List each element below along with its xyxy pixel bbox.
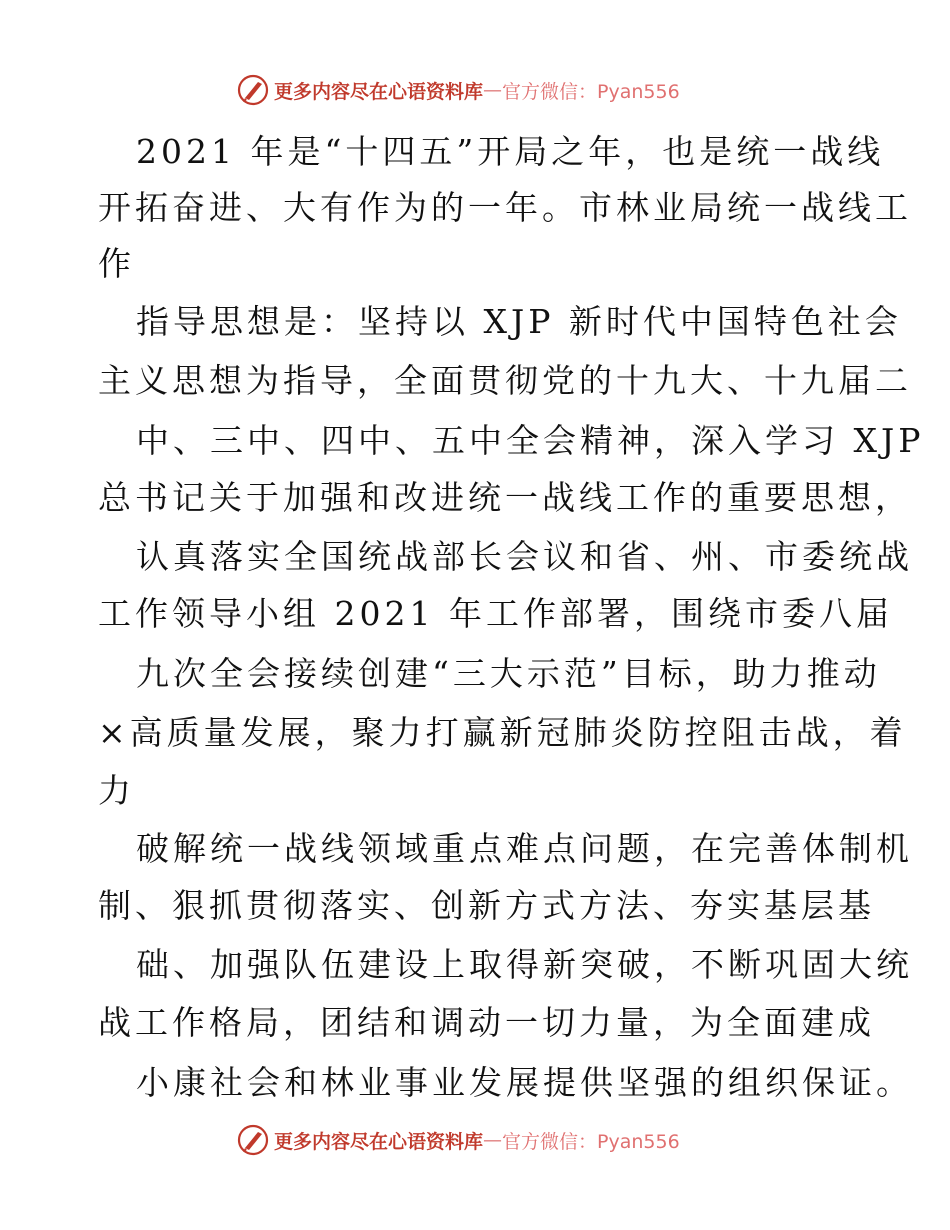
body-line: 制、狠抓贯彻落实、创新方式方法、夯实基层基 bbox=[98, 886, 875, 925]
body-line: 小康社会和林业事业发展提供坚强的组织保证。 bbox=[136, 1063, 913, 1102]
header-banner-text: 更多内容尽在心语资料库 bbox=[274, 80, 484, 103]
body-line: 中、三中、四中、五中全会精神，深入学习 XJP bbox=[136, 421, 925, 460]
body-line: 2021 年是“十四五”开局之年，也是统一战线 bbox=[136, 132, 885, 171]
body-line: 开拓奋进、大有作为的一年。市林业局统一战线工 bbox=[98, 188, 912, 227]
quill-logo-icon bbox=[236, 1123, 270, 1157]
footer-banner-text: 更多内容尽在心语资料库 bbox=[274, 1130, 484, 1153]
body-line: 础、加强队伍建设上取得新突破，不断巩固大统 bbox=[136, 945, 913, 984]
body-line: 指导思想是：坚持以 XJP 新时代中国特色社会 bbox=[136, 302, 902, 341]
footer-banner-contact: 官方微信：Pyan556 bbox=[502, 1130, 680, 1153]
body-line: 力 bbox=[98, 771, 135, 810]
body-line: 作 bbox=[98, 244, 135, 283]
body-line: 战工作格局，团结和调动一切力量，为全面建成 bbox=[98, 1003, 875, 1042]
footer-banner-dash: — bbox=[483, 1129, 503, 1151]
header-banner-contact: 官方微信：Pyan556 bbox=[502, 80, 680, 103]
footer-watermark-banner bbox=[236, 1122, 756, 1158]
header-banner-dash: — bbox=[483, 79, 503, 101]
body-line: 九次全会接续创建“三大示范”目标，助力推动 bbox=[136, 654, 881, 693]
body-line: 工作领导小组 2021 年工作部署，围绕市委八届 bbox=[98, 594, 893, 633]
body-line: 破解统一战线领域重点难点问题，在完善体制机 bbox=[136, 829, 913, 868]
body-line: ×高质量发展，聚力打赢新冠肺炎防控阻击战，着 bbox=[98, 713, 907, 752]
body-line: 认真落实全国统战部长会议和省、州、市委统战 bbox=[136, 537, 913, 576]
body-line: 总书记关于加强和改进统一战线工作的重要思想， bbox=[98, 478, 912, 517]
body-line: 主义思想为指导，全面贯彻党的十九大、十九届二 bbox=[98, 361, 912, 400]
